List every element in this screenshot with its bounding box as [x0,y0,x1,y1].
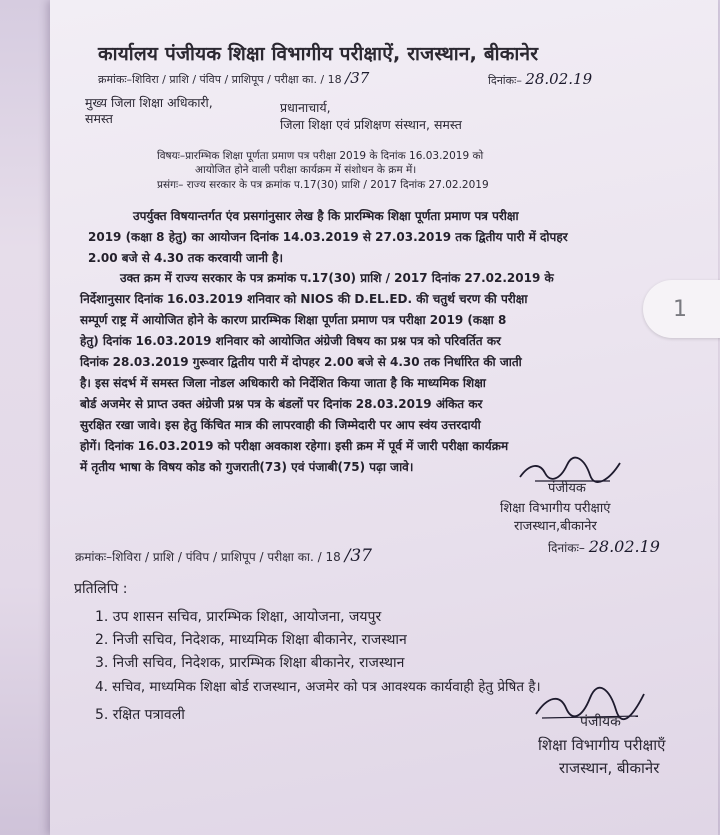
para2-line: सम्पूर्ण राष्ट्र में आयोजित होने के कारण प्रारम्भिक शिक्षा पूर्णता प्रमाण पत्र परीक्षा 2019 (कक्षा 8 [80,313,507,327]
addressee-right-1: प्रधानाचार्य, [280,100,331,115]
reference-prefix: क्रमांकः–शिविरा / प्राशि / पंविप / प्राशिपूप / परीक्षा का. / 18 [98,73,342,86]
page-number-badge[interactable] [643,280,720,338]
para2-line: दिनांक 28.03.2019 गुरूवार द्वितीय पारी में दोपहर 2.00 बजे से 4.30 तक निर्धारित की जाती [80,355,522,369]
copy-reference-number [75,546,372,566]
addressee-right-2: जिला शिक्षा एवं प्रशिक्षण संस्थान, समस्त [280,117,462,132]
office-title: कार्यालय पंजीयक शिक्षा विभागीय परीक्षाऐं, राजस्थान, बीकानेर [98,43,539,65]
signature2-title: पंजीयक [580,714,621,730]
para2-line: सुरक्षित रखा जावे। इस हेतु किंचित मात्र की लापरवाही की जिम्मेदारी पर आप स्वंय उत्तरदायी [80,418,481,432]
signature2-line2: राजस्थान, बीकानेर [559,759,660,777]
date-label: दिनांकः– [488,74,522,87]
reference-handwritten-number: /37 [344,546,372,566]
para2-line: हेतु) दिनांक 16.03.2019 शनिवार को आयोजित अंग्रेजी विषय का प्रश्न पत्र को परिवर्तित कर [80,334,501,348]
para1-line: 2.00 बजे से 4.30 तक करवायी जानी है। [88,251,284,265]
signature1-line2: राजस्थान,बीकानेर [514,519,597,534]
signature1-title: पंजीयक [548,481,586,496]
para1-line: 2019 (कक्षा 8 हेतु) का आयोजन दिनांक 14.03.2019 से 27.03.2019 तक द्वितीय पारी में दोपहर [88,230,568,244]
body-paragraph-2 [80,268,554,478]
date-handwritten: 28.02.19 [588,537,660,556]
reference-number [98,69,369,87]
copy-item: 3. निजी सचिव, निदेशक, प्रारम्भिक शिक्षा बीकानेर, राजस्थान [95,655,405,671]
page-number: 1 [673,296,687,322]
header-date [488,70,592,88]
copy-item: 5. रक्षित पत्रावली [95,707,185,723]
reference-handwritten-number: /37 [345,69,370,87]
para1-line: उपर्युक्त विषयान्तर्गत एंव प्रसगांनुसार लेख है कि प्रारम्भिक शिक्षा पूर्णता प्रमाण पत्र परीक्षा [133,209,519,223]
addressee-left-1: मुख्य जिला शिक्षा अधिकारी, [85,95,213,110]
para2-line: होगें। दिनांक 16.03.2019 को परीक्षा अवकाश रहेगा। इसी क्रम में पूर्व में जारी परीक्षा कार्यक्रम [80,439,509,453]
subject-reference: प्रसंगः– राज्य सरकार के पत्र क्रमांक प.17(30) प्राशि / 2017 दिनांक 27.02.2019 [157,179,489,191]
copy-item: 2. निजी सचिव, निदेशक, माध्यमिक शिक्षा बीकानेर, राजस्थान [95,632,407,648]
addressee-left-2: समस्त [85,111,113,126]
body-paragraph-1 [88,206,568,269]
date-handwritten: 28.02.19 [525,70,593,88]
reference-prefix: क्रमांकः–शिविरा / प्राशि / पंविप / प्राशिपूप / परीक्षा का. / 18 [75,550,341,564]
copy-item: 4. सचिव, माध्यमिक शिक्षा बोर्ड राजस्थान, अजमेर को पत्र आवश्यक कार्यवाही हेतु प्रेषित है। [95,679,541,695]
date-label: दिनांकः– [548,541,585,555]
signature1-date [548,537,660,556]
copy-item: 1. उप शासन सचिव, प्रारम्भिक शिक्षा, आयोजना, जयपुर [95,609,382,625]
para2-line: है। इस संदर्भ में समस्त जिला नोडल अधिकारी को निर्देशित किया जाता है कि माध्यमिक शिक्षा [80,376,486,390]
para2-line: उक्त क्रम में राज्य सरकार के पत्र क्रमांक प.17(30) प्राशि / 2017 दिनांक 27.02.2019 के [120,271,554,285]
subject-line-1: विषयः–प्रारम्भिक शिक्षा पूर्णता प्रमाण पत्र परीक्षा 2019 के दिनांक 16.03.2019 को [157,150,484,162]
para2-line: बोर्ड अजमेर से प्राप्त उक्त अंग्रेजी प्रश्न पत्र के बंडलों पर दिनांक 28.03.2019 अंकित कर [80,397,483,411]
signature1-line1: शिक्षा विभागीय परीक्षाएं [500,501,611,516]
signature2-line1: शिक्षा विभागीय परीक्षाएँ [538,736,666,754]
subject-line-2: आयोजित होने वाली परीक्षा कार्यक्रम में संशोधन के क्रम में। [195,164,417,176]
para2-line: निर्देशानुसार दिनांक 16.03.2019 शनिवार को NIOS की D.EL.ED. की चतुर्थ चरण की परीक्षा [80,292,528,306]
copy-heading: प्रतिलिपि : [74,581,128,597]
para2-line: में तृतीय भाषा के विषय कोड को गुजराती(73) एवं पंजाबी(75) पढ़ा जावे। [80,460,414,474]
